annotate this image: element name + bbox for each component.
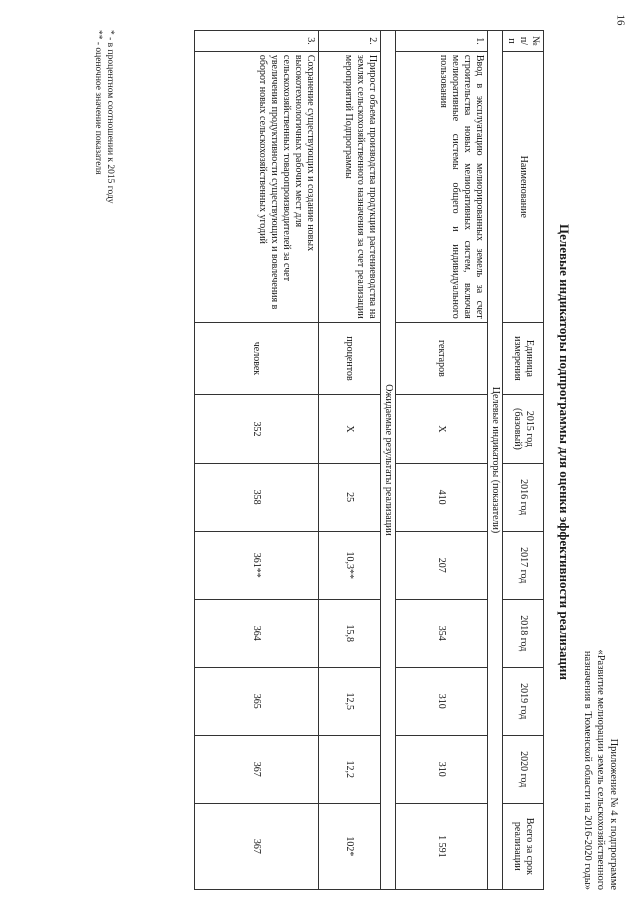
- footnotes: [92, 30, 116, 204]
- footnote: * - в процентном соотношении к 2015 году: [105, 30, 115, 204]
- header-num: № п/ п: [503, 31, 544, 52]
- page-number: 16: [614, 14, 627, 26]
- rotated-document-content: [20, 12, 620, 892]
- cell-2019: 310: [396, 667, 488, 735]
- cell-total: 1 591: [396, 803, 488, 889]
- header-unit: Единица измерения: [503, 322, 544, 394]
- appendix-line: «Развитие мелиорации земель сельскохозяйственного: [595, 649, 606, 890]
- section-title: Ожидаемые результаты реализации: [381, 31, 396, 890]
- appendix-header: [581, 12, 620, 890]
- cell-2016: 25: [319, 463, 381, 531]
- cell-2017: 361**: [195, 531, 319, 599]
- section-row: [488, 31, 503, 890]
- cell-base: Х: [396, 395, 488, 464]
- header-2018: 2018 год: [503, 599, 544, 667]
- cell-name: Ввод в эксплуатацию мелиорированных земель за счет строительства новых мелиоративных систем, включая мелиоративные системы общего и индивидуального пользования: [396, 51, 488, 322]
- cell-unit: человек: [195, 322, 319, 394]
- document-title: Целевые индикаторы подпрограммы для оценки эффективности реализации: [557, 224, 572, 680]
- cell-unit: гектаров: [396, 322, 488, 394]
- cell-2016: 358: [195, 463, 319, 531]
- cell-2017: 10,3**: [319, 531, 381, 599]
- header-2020: 2020 год: [503, 735, 544, 803]
- cell-unit: процентов: [319, 322, 381, 394]
- cell-2018: 354: [396, 599, 488, 667]
- table-row: [195, 31, 319, 890]
- header-2016: 2016 год: [503, 463, 544, 531]
- indicators-table: [194, 30, 544, 890]
- cell-base: 352: [195, 395, 319, 464]
- cell-2019: 365: [195, 667, 319, 735]
- cell-total: 367: [195, 803, 319, 889]
- cell-num: 3.: [195, 31, 319, 52]
- table-header-row: [503, 31, 544, 890]
- cell-2019: 12,5: [319, 667, 381, 735]
- cell-base: Х: [319, 395, 381, 464]
- header-name: Наименование: [503, 51, 544, 322]
- cell-2020: 367: [195, 735, 319, 803]
- table-row: [319, 31, 381, 890]
- table-row: [396, 31, 488, 890]
- cell-2020: 12,2: [319, 735, 381, 803]
- cell-num: 2.: [319, 31, 381, 52]
- cell-total: 102*: [319, 803, 381, 889]
- cell-2018: 364: [195, 599, 319, 667]
- header-2019: 2019 год: [503, 667, 544, 735]
- cell-2016: 410: [396, 463, 488, 531]
- header-2017: 2017 год: [503, 531, 544, 599]
- cell-num: 1.: [396, 31, 488, 52]
- cell-2017: 207: [396, 531, 488, 599]
- footnote: ** - оценочное значение показателя: [93, 30, 103, 175]
- cell-2018: 15,8: [319, 599, 381, 667]
- appendix-line: Приложение № 4 к подпрограмме: [608, 738, 619, 890]
- cell-name: Сохранение существующих и создание новых высокотехнологичных рабочих мест для сельскохозяйственных товаропроизводителей за счет увеличения продуктивности существующих и вовлечения в оборот новых сельскохозяйственных угодий: [195, 51, 319, 322]
- appendix-line: назначения в Тюменской области на 2016-2020 годы»: [582, 650, 593, 890]
- cell-2020: 310: [396, 735, 488, 803]
- header-total: Всего за срок реализации: [503, 803, 544, 889]
- cell-name: Прирост объема производства продукции растениеводства на землях сельскохозяйственного назначения за счет реализации мероприятий Подпрограммы: [319, 51, 381, 322]
- section-title: Целевые индикаторы (показатели): [488, 31, 503, 890]
- header-base: 2015 год (базовый): [503, 395, 544, 464]
- section-row: [381, 31, 396, 890]
